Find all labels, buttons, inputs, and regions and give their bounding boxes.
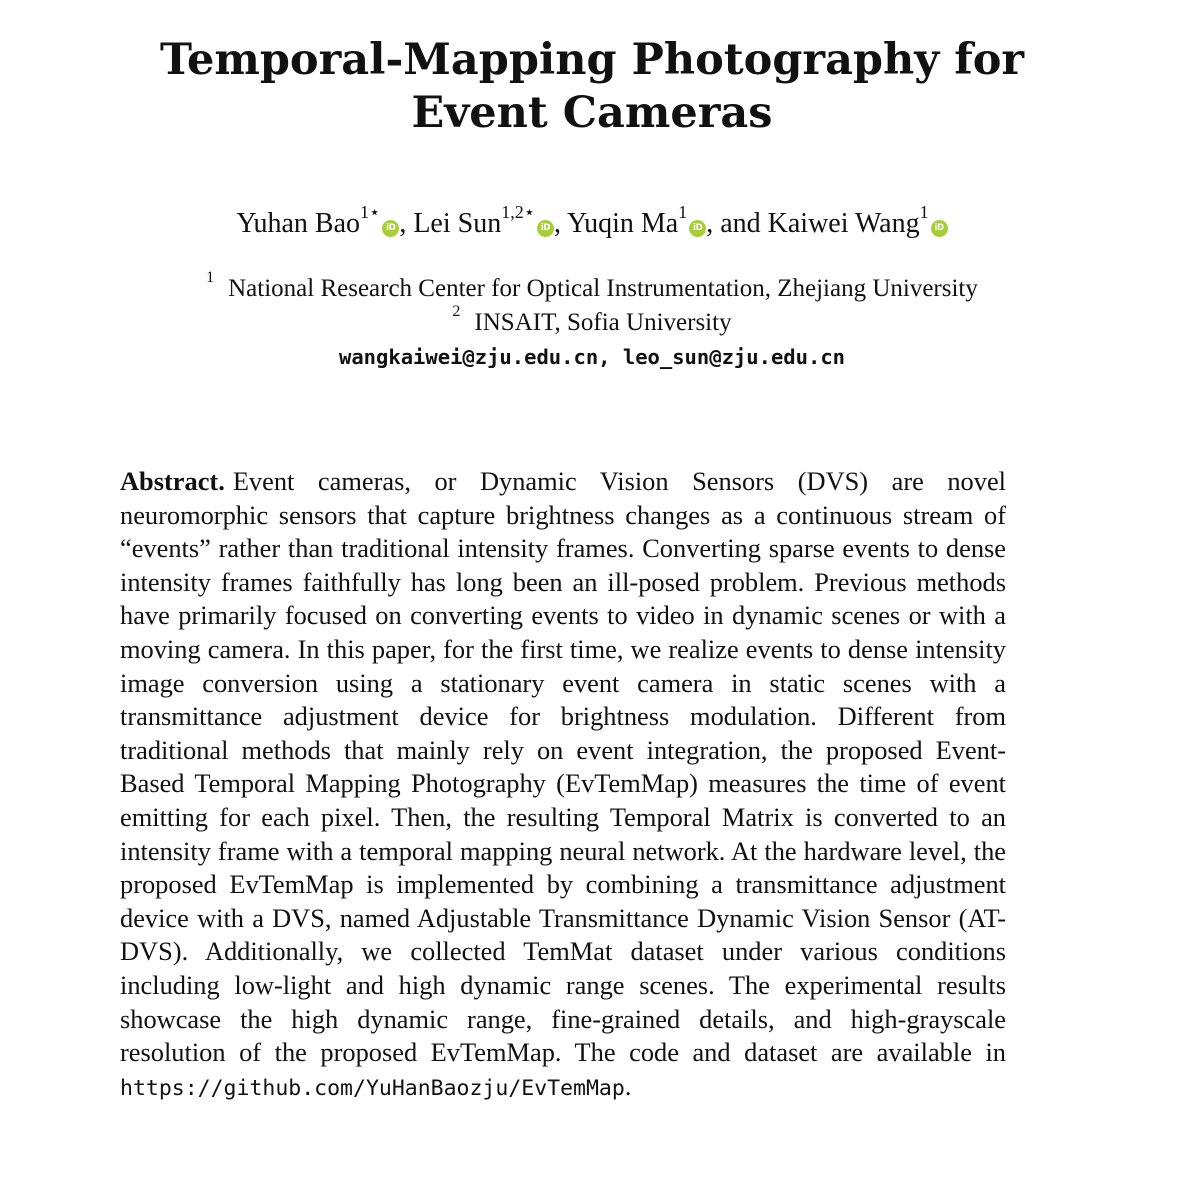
author-name: Yuhan Bao — [236, 208, 361, 239]
author-affiliation-mark: 1 — [678, 201, 688, 222]
author-affiliation-mark: 1,2⋆ — [501, 201, 535, 222]
affiliation-2 — [60, 302, 1124, 339]
orcid-icon[interactable]: iD — [931, 220, 948, 237]
contact-emails[interactable]: wangkaiwei@zju.edu.cn, leo_sun@zju.edu.cn — [338, 345, 846, 369]
author-list — [60, 201, 1124, 242]
author-name: Lei Sun — [413, 208, 502, 239]
affiliation-text: INSAIT, Sofia University — [474, 309, 732, 336]
affiliation-number: 2 — [452, 302, 461, 320]
code-url-link[interactable]: https://github.com/YuHanBaozju/EvTemMap — [120, 1075, 625, 1101]
author-name: Yuqin Ma — [566, 208, 679, 239]
affiliation-text: National Research Center for Optical Instrumentation, Zhejiang University — [228, 275, 978, 302]
abstract-label: Abstract. — [120, 466, 225, 496]
affiliation-1 — [60, 268, 1124, 305]
author-separator: , — [554, 208, 567, 239]
author-name: Kaiwei Wang — [767, 208, 920, 239]
orcid-icon[interactable]: iD — [382, 220, 399, 237]
orcid-icon[interactable]: iD — [537, 220, 554, 237]
author-separator: , — [399, 208, 414, 239]
abstract-end: . — [624, 1070, 632, 1101]
orcid-icon[interactable]: iD — [689, 220, 706, 237]
affiliation-number: 1 — [206, 268, 215, 286]
author-separator: , and — [706, 208, 768, 239]
paper-title: Temporal-Mapping Photography for Event Cameras — [159, 35, 1025, 138]
author-affiliation-mark: 1 — [919, 201, 929, 222]
abstract — [120, 465, 1006, 1105]
author-affiliation-mark: 1⋆ — [360, 201, 381, 222]
abstract-text: Event cameras, or Dynamic Vision Sensors (DVS) are novel neuromorphic sensors that capture brightness changes as a continuous stream of “events” rather than traditional intensity frames. Converting sparse events to dense intensity frames faithfully has long been an ill-posed problem. Previous methods have primarily focused on converting events to video in dynamic scenes or with a moving camera. In this paper, for the first time, we realize events to dense intensity image conversion using a stationary event camera in static scenes with a transmittance adjustment device for brightness modulation. Different from traditional methods that mainly rely on event integration, the proposed Event-Based Temporal Mapping Photography (EvTemMap) measures the time of event emitting for each pixel. Then, the resulting Temporal Matrix is converted to an intensity frame with a temporal mapping neural network. At the hardware level, the proposed EvTemMap is implemented by combining a transmittance adjustment device with a DVS, named Adjustable Transmittance Dynamic Vision Sensor (AT-DVS). Additionally, we collected TemMat dataset under various conditions including low-light and high dynamic range scenes. The experimental results showcase the high dynamic range, fine-grained details, and high-grayscale resolution of the proposed EvTemMap. The code and dataset are available in — [120, 466, 1006, 1068]
